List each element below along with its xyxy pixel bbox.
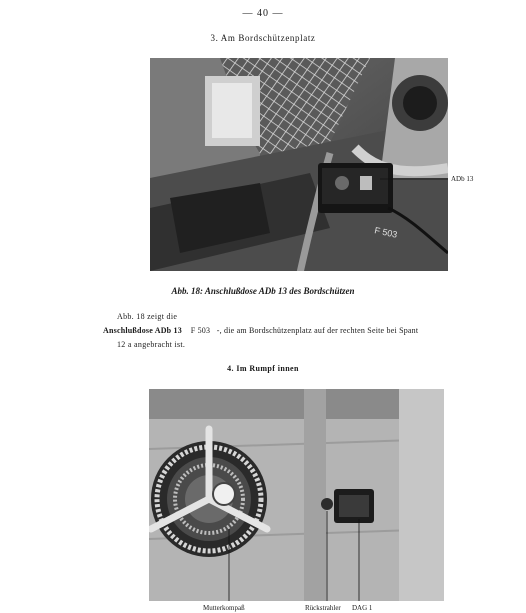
body-line-2 bbox=[103, 326, 418, 335]
f503-photo-label: F 503 bbox=[373, 225, 399, 240]
body-line-2-bold: Anschlußdose ADb 13 bbox=[103, 326, 182, 335]
body-line-3: 12 a angebracht ist. bbox=[117, 340, 186, 349]
body-line-1: Abb. 18 zeigt die bbox=[117, 312, 178, 321]
body-line-2-rest: F 503 -, die am Bordschützenplatz auf der rechten Seite bei Spant bbox=[181, 326, 419, 335]
dag1-label: DAG 1 bbox=[352, 604, 373, 612]
figure-18-photo bbox=[150, 58, 448, 271]
figure-fuselage-photo bbox=[149, 389, 444, 601]
adb13-label: ADb 13 bbox=[451, 175, 474, 183]
section-3-title: 3. Am Bordschützenplatz bbox=[210, 33, 316, 43]
figure-18-caption: Abb. 18: Anschlußdose ADb 13 des Bordschützen bbox=[171, 286, 355, 296]
mutterkompass-label: Mutterkompaß bbox=[203, 604, 245, 612]
page-number: — 40 — bbox=[242, 8, 284, 19]
section-4-title: 4. Im Rumpf innen bbox=[227, 364, 299, 373]
rueckstrahler-label: Rückstrahler bbox=[305, 604, 341, 612]
